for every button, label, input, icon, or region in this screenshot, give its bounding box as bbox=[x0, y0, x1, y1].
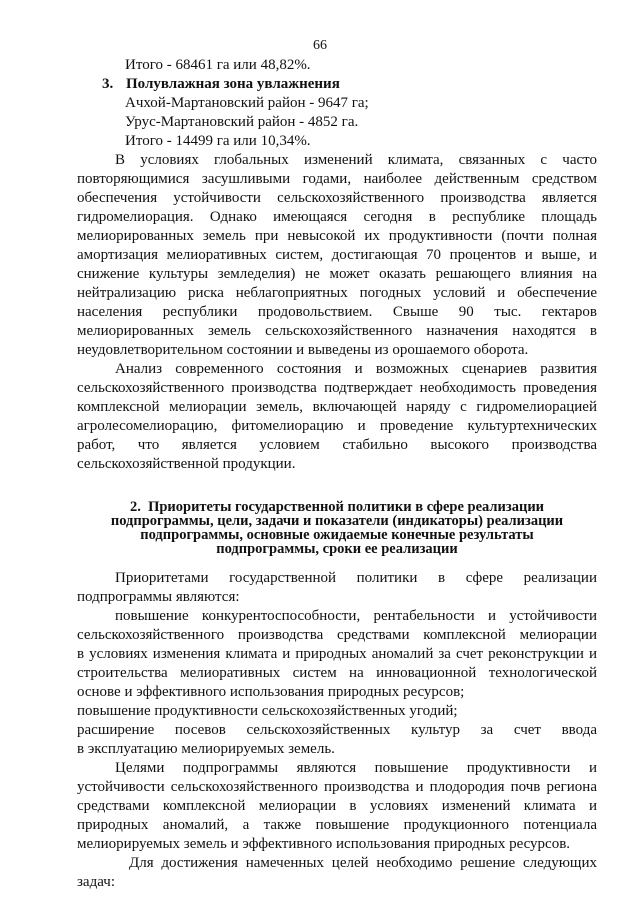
text-line: Целями подпрограммы являются повышение продуктивности и bbox=[115, 760, 597, 776]
text-line: амортизация мелиоративных систем, достигающая 70 процентов и выше, и bbox=[77, 247, 597, 263]
text-line: обеспечения устойчивости сельскохозяйственного производства является bbox=[77, 190, 597, 206]
section-heading-line: подпрограммы, цели, задачи и показатели (индикаторы) реализации bbox=[110, 513, 564, 529]
text-line: в эксплуатацию мелиорируемых земель. bbox=[77, 741, 335, 757]
section-number: 2. bbox=[129, 499, 141, 515]
text-line: В условиях глобальных изменений климата, связанных с часто bbox=[115, 152, 597, 168]
zone-number: 3. bbox=[102, 76, 114, 92]
text-line: Ачхой-Мартановский район - 9647 га; bbox=[125, 95, 369, 111]
text-line: неудовлетворительном состоянии и выведены из орошаемого оборота. bbox=[77, 342, 529, 358]
text-line: Для достижения намеченных целей необходимо решение следующих bbox=[129, 855, 597, 871]
section-heading-line: подпрограммы, основные ожидаемые конечные результаты bbox=[140, 527, 534, 543]
text-line: Итого - 68461 га или 48,82%. bbox=[125, 57, 311, 73]
zone-heading bbox=[77, 75, 597, 94]
text-line: комплексной мелиорации земель, включающей наряду с гидромелиорацией bbox=[77, 399, 597, 415]
body-paragraphs bbox=[77, 94, 597, 474]
text-line: задач: bbox=[77, 874, 115, 890]
section-heading bbox=[77, 500, 597, 556]
text-line: агролесомелиорацию, фитомелиорацию и проведение культуртехнических bbox=[77, 418, 597, 434]
section-heading-line: подпрограммы, сроки ее реализации bbox=[216, 541, 458, 557]
page-number: 66 bbox=[313, 38, 327, 53]
text-line: сельскохозяйственного производства средствами комплексной мелиорации bbox=[77, 627, 597, 643]
text-line: в условиях изменения климата и природных аномалий за счет реконструкции и bbox=[77, 646, 597, 662]
text-line: устойчивости сельскохозяйственного производства и плодородия почв региона bbox=[77, 779, 597, 795]
text-line: снижение культуры земледелия) не может оказать решающего влияния на bbox=[77, 266, 597, 282]
zone-title: Полувлажная зона увлажнения bbox=[126, 76, 340, 92]
text-line: повышение конкурентоспособности, рентабельности и устойчивости bbox=[115, 608, 597, 624]
text-line: средствами комплексной мелиорации в условиях изменений климата и bbox=[77, 798, 597, 814]
text-line: повышение продуктивности сельскохозяйственных угодий; bbox=[77, 703, 458, 719]
text-line: природных аномалий, а также повышение продукционного потенциала bbox=[77, 817, 597, 833]
text-line: сельскохозяйственной продукции. bbox=[77, 456, 296, 472]
priorities-paragraphs bbox=[77, 569, 597, 892]
text-line: Итого - 14499 га или 10,34%. bbox=[125, 133, 311, 149]
text-line: повторяющимися засушливыми годами, наиболее действенным средством bbox=[77, 171, 597, 187]
totals-block bbox=[77, 56, 597, 75]
text-line: Анализ современного состояния и возможных сценариев развития bbox=[115, 361, 597, 377]
text-line: нейтрализацию риска неблагоприятных погодных условий и обеспечение bbox=[77, 285, 597, 301]
text-line: основе и эффективного использования природных ресурсов; bbox=[77, 684, 465, 700]
text-line: населения республики продовольствием. Свыше 90 тыс. гектаров bbox=[77, 304, 597, 320]
text-line: подпрограммы являются: bbox=[77, 589, 240, 605]
text-line: мелиорированных земель сельскохозяйственного назначения находятся в bbox=[77, 323, 597, 339]
text-line: сельскохозяйственного производства подтверждает необходимость проведения bbox=[77, 380, 597, 396]
text-line: мелиорированных земель при невысокой их продуктивности (почти полная bbox=[77, 228, 597, 244]
text-line: работ, что является условием стабильно высокого производства bbox=[77, 437, 597, 453]
text-line: мелиорируемых земель и эффективного использования природных ресурсов. bbox=[77, 836, 571, 852]
text-line: расширение посевов сельскохозяйственных культур за счет ввода bbox=[77, 722, 597, 738]
text-line: Урус-Мартановский район - 4852 га. bbox=[125, 114, 359, 130]
text-line: строительства мелиоративных систем на инновационной технологической bbox=[77, 665, 597, 681]
text-line: гидромелиорация. Однако имеющаяся сегодня в республике площадь bbox=[77, 209, 597, 225]
section-heading-line: 2. Приоритеты государственной политики в сфере реализации bbox=[129, 499, 545, 515]
text-line: Приоритетами государственной политики в сфере реализации bbox=[115, 570, 597, 586]
document-body bbox=[77, 56, 597, 892]
